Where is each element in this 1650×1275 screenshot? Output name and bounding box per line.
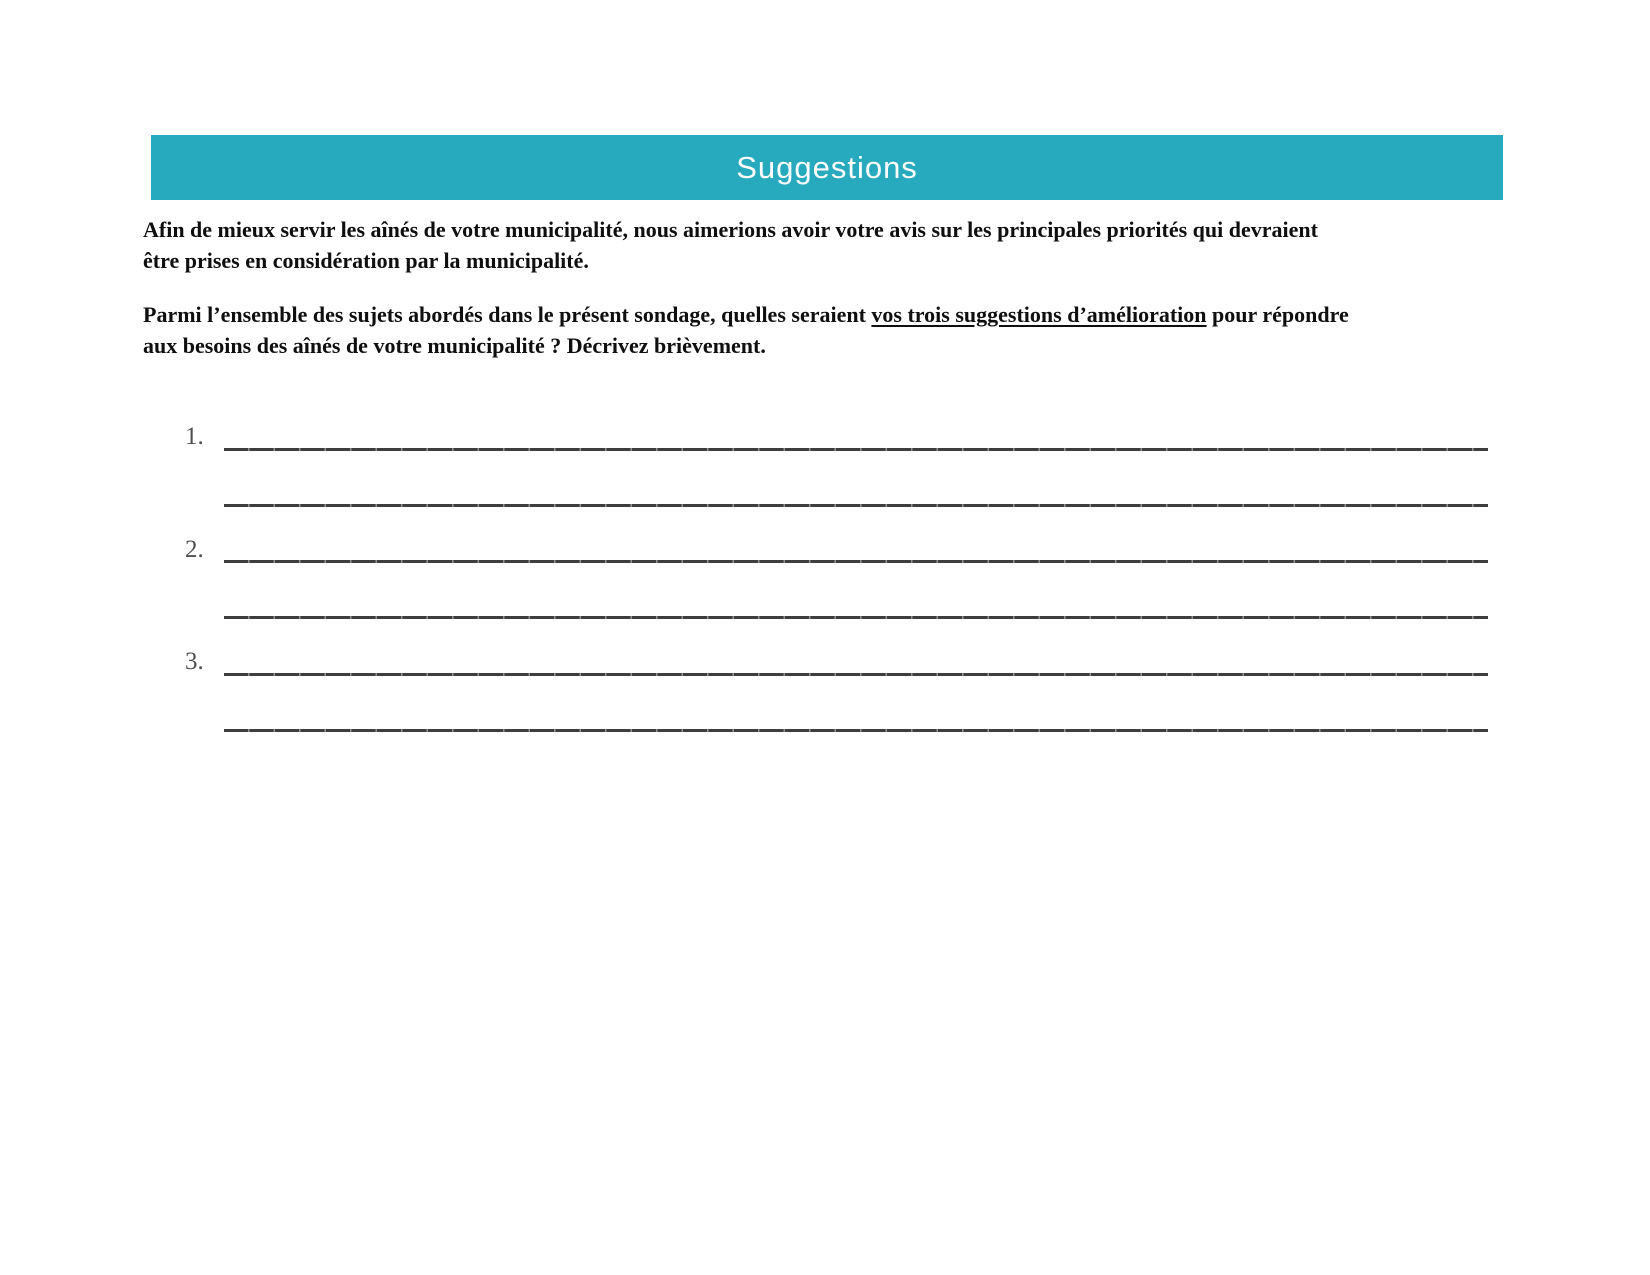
question-underlined-phrase: vos trois suggestions d’amélioration [871,302,1207,327]
list-item-number-2: 2. [185,536,204,563]
intro-line-1: Afin de mieux servir les aînés de votre municipalité, nous aimerions avoir votre avis sur les principales priorités qui devraient [143,217,1318,242]
intro-line-2: être prises en considération par la municipalité. [143,248,589,273]
section-title: Suggestions [736,149,918,185]
question-line-1-post: pour répondre [1206,302,1349,327]
answer-line-3b[interactable] [224,729,1488,732]
question-paragraph [143,299,1349,361]
question-line-1 [143,299,1349,330]
question-line-2: aux besoins des aînés de votre municipalité ? Décrivez brièvement. [143,333,766,358]
answer-line-1b[interactable] [224,504,1488,507]
section-header [151,135,1503,200]
list-item-number-3: 3. [185,648,204,675]
answer-line-2a[interactable] [224,560,1488,563]
list-item-number-1: 1. [185,423,204,450]
answer-line-3a[interactable] [224,673,1488,676]
answer-line-1a[interactable] [224,448,1488,451]
question-line-1-pre: Parmi l’ensemble des sujets abordés dans le présent sondage, quelles seraient [143,302,872,327]
answer-line-2b[interactable] [224,616,1488,619]
intro-paragraph [143,214,1318,276]
